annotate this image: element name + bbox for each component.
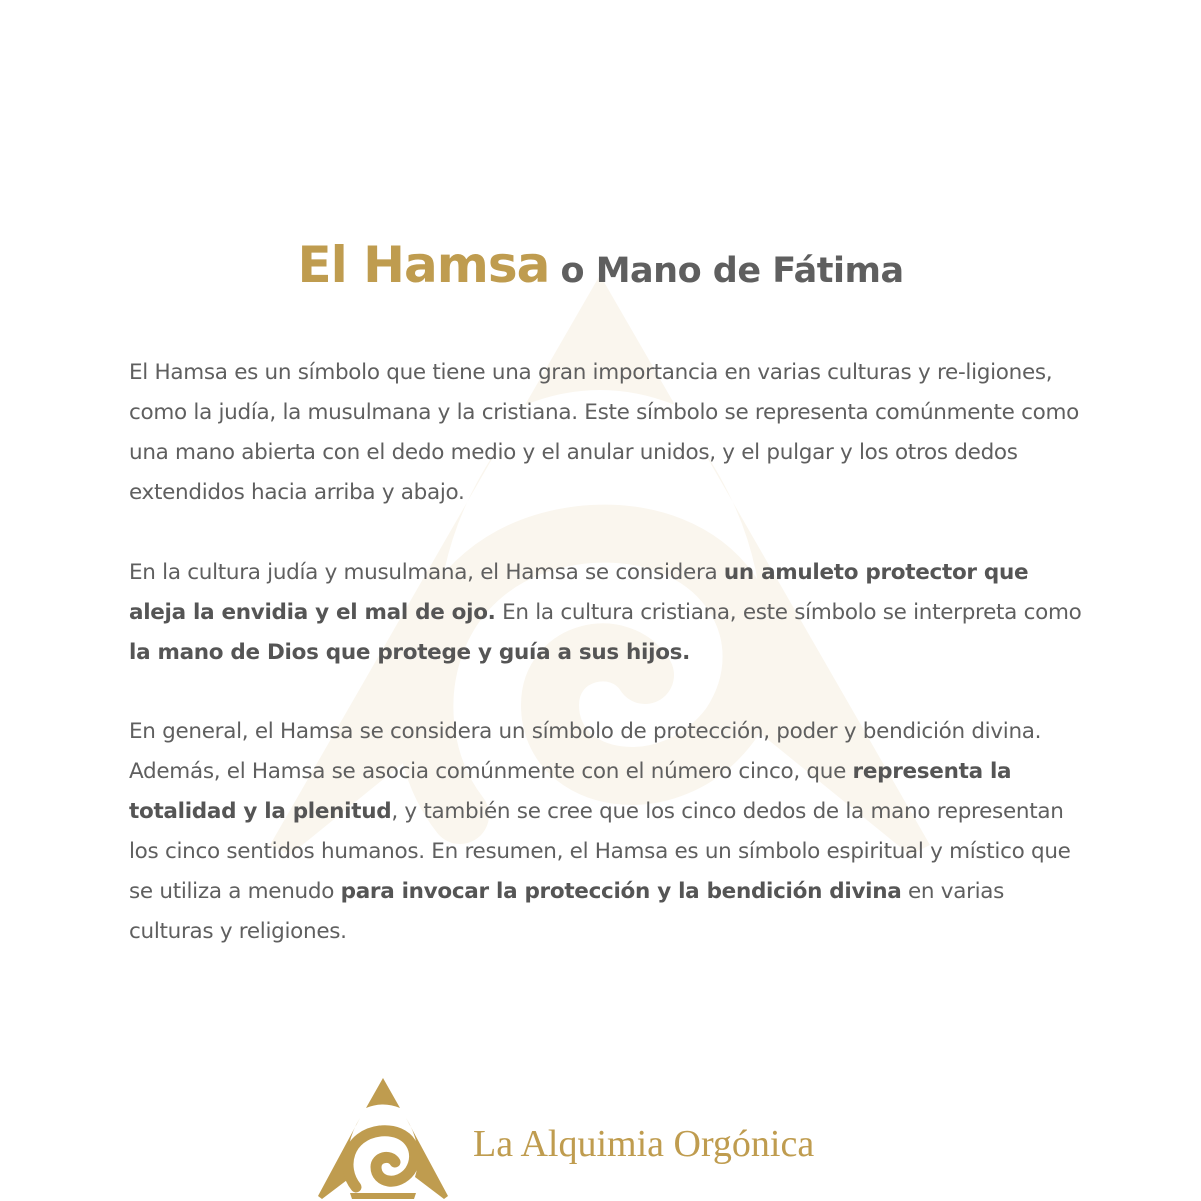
paragraph-emphasis: un amuleto protector que aleja la envidia y el mal de ojo.: [129, 560, 1029, 625]
paragraph-cultures: [129, 553, 1089, 673]
page-title: [0, 236, 1201, 294]
brand-name: La Alquimia Orgónica: [473, 1123, 815, 1165]
paragraph-emphasis: representa la totalidad y la plenitud: [129, 759, 1012, 824]
paragraph-summary: [129, 712, 1089, 952]
paragraph-text: En la cultura cristiana, este símbolo se interpreta como: [495, 600, 1082, 625]
paragraph-text: En la cultura judía y musulmana, el Hamsa se considera: [129, 560, 724, 585]
paragraph-intro: [129, 353, 1089, 513]
paragraph-emphasis: la mano de Dios que protege y guía a sus hijos.: [129, 640, 691, 665]
title-main: El Hamsa: [297, 236, 550, 295]
paragraph-text: , y también se cree que los cinco dedos de la mano representan los cinco sentidos humanos. En resumen, el Hamsa es un símbolo espiritual y místico que se utiliza a menudo: [129, 799, 1071, 904]
paragraph-emphasis: para invocar la protección y la bendición divina: [340, 879, 902, 904]
paragraph-text: en varias culturas y religiones.: [129, 879, 1005, 944]
title-sub: o Mano de Fátima: [560, 251, 904, 292]
footer-brand: [318, 1075, 878, 1201]
paragraph-text: El Hamsa es un símbolo que tiene una gran importancia en varias culturas y re-ligiones, como la judía, la musulmana y la cristiana. Este símbolo se representa comúnmente como una mano abierta con el dedo medio y el anular unidos, y el pulgar y los otros dedos extendidos hacia arriba y abajo.: [129, 360, 1079, 505]
paragraph-text: En general, el Hamsa se considera un símbolo de protección, poder y bendición divina. Además, el Hamsa se asocia comúnmente con el número cinco, que: [129, 719, 1042, 784]
triangle-spiral-logo-icon: [318, 1075, 448, 1201]
